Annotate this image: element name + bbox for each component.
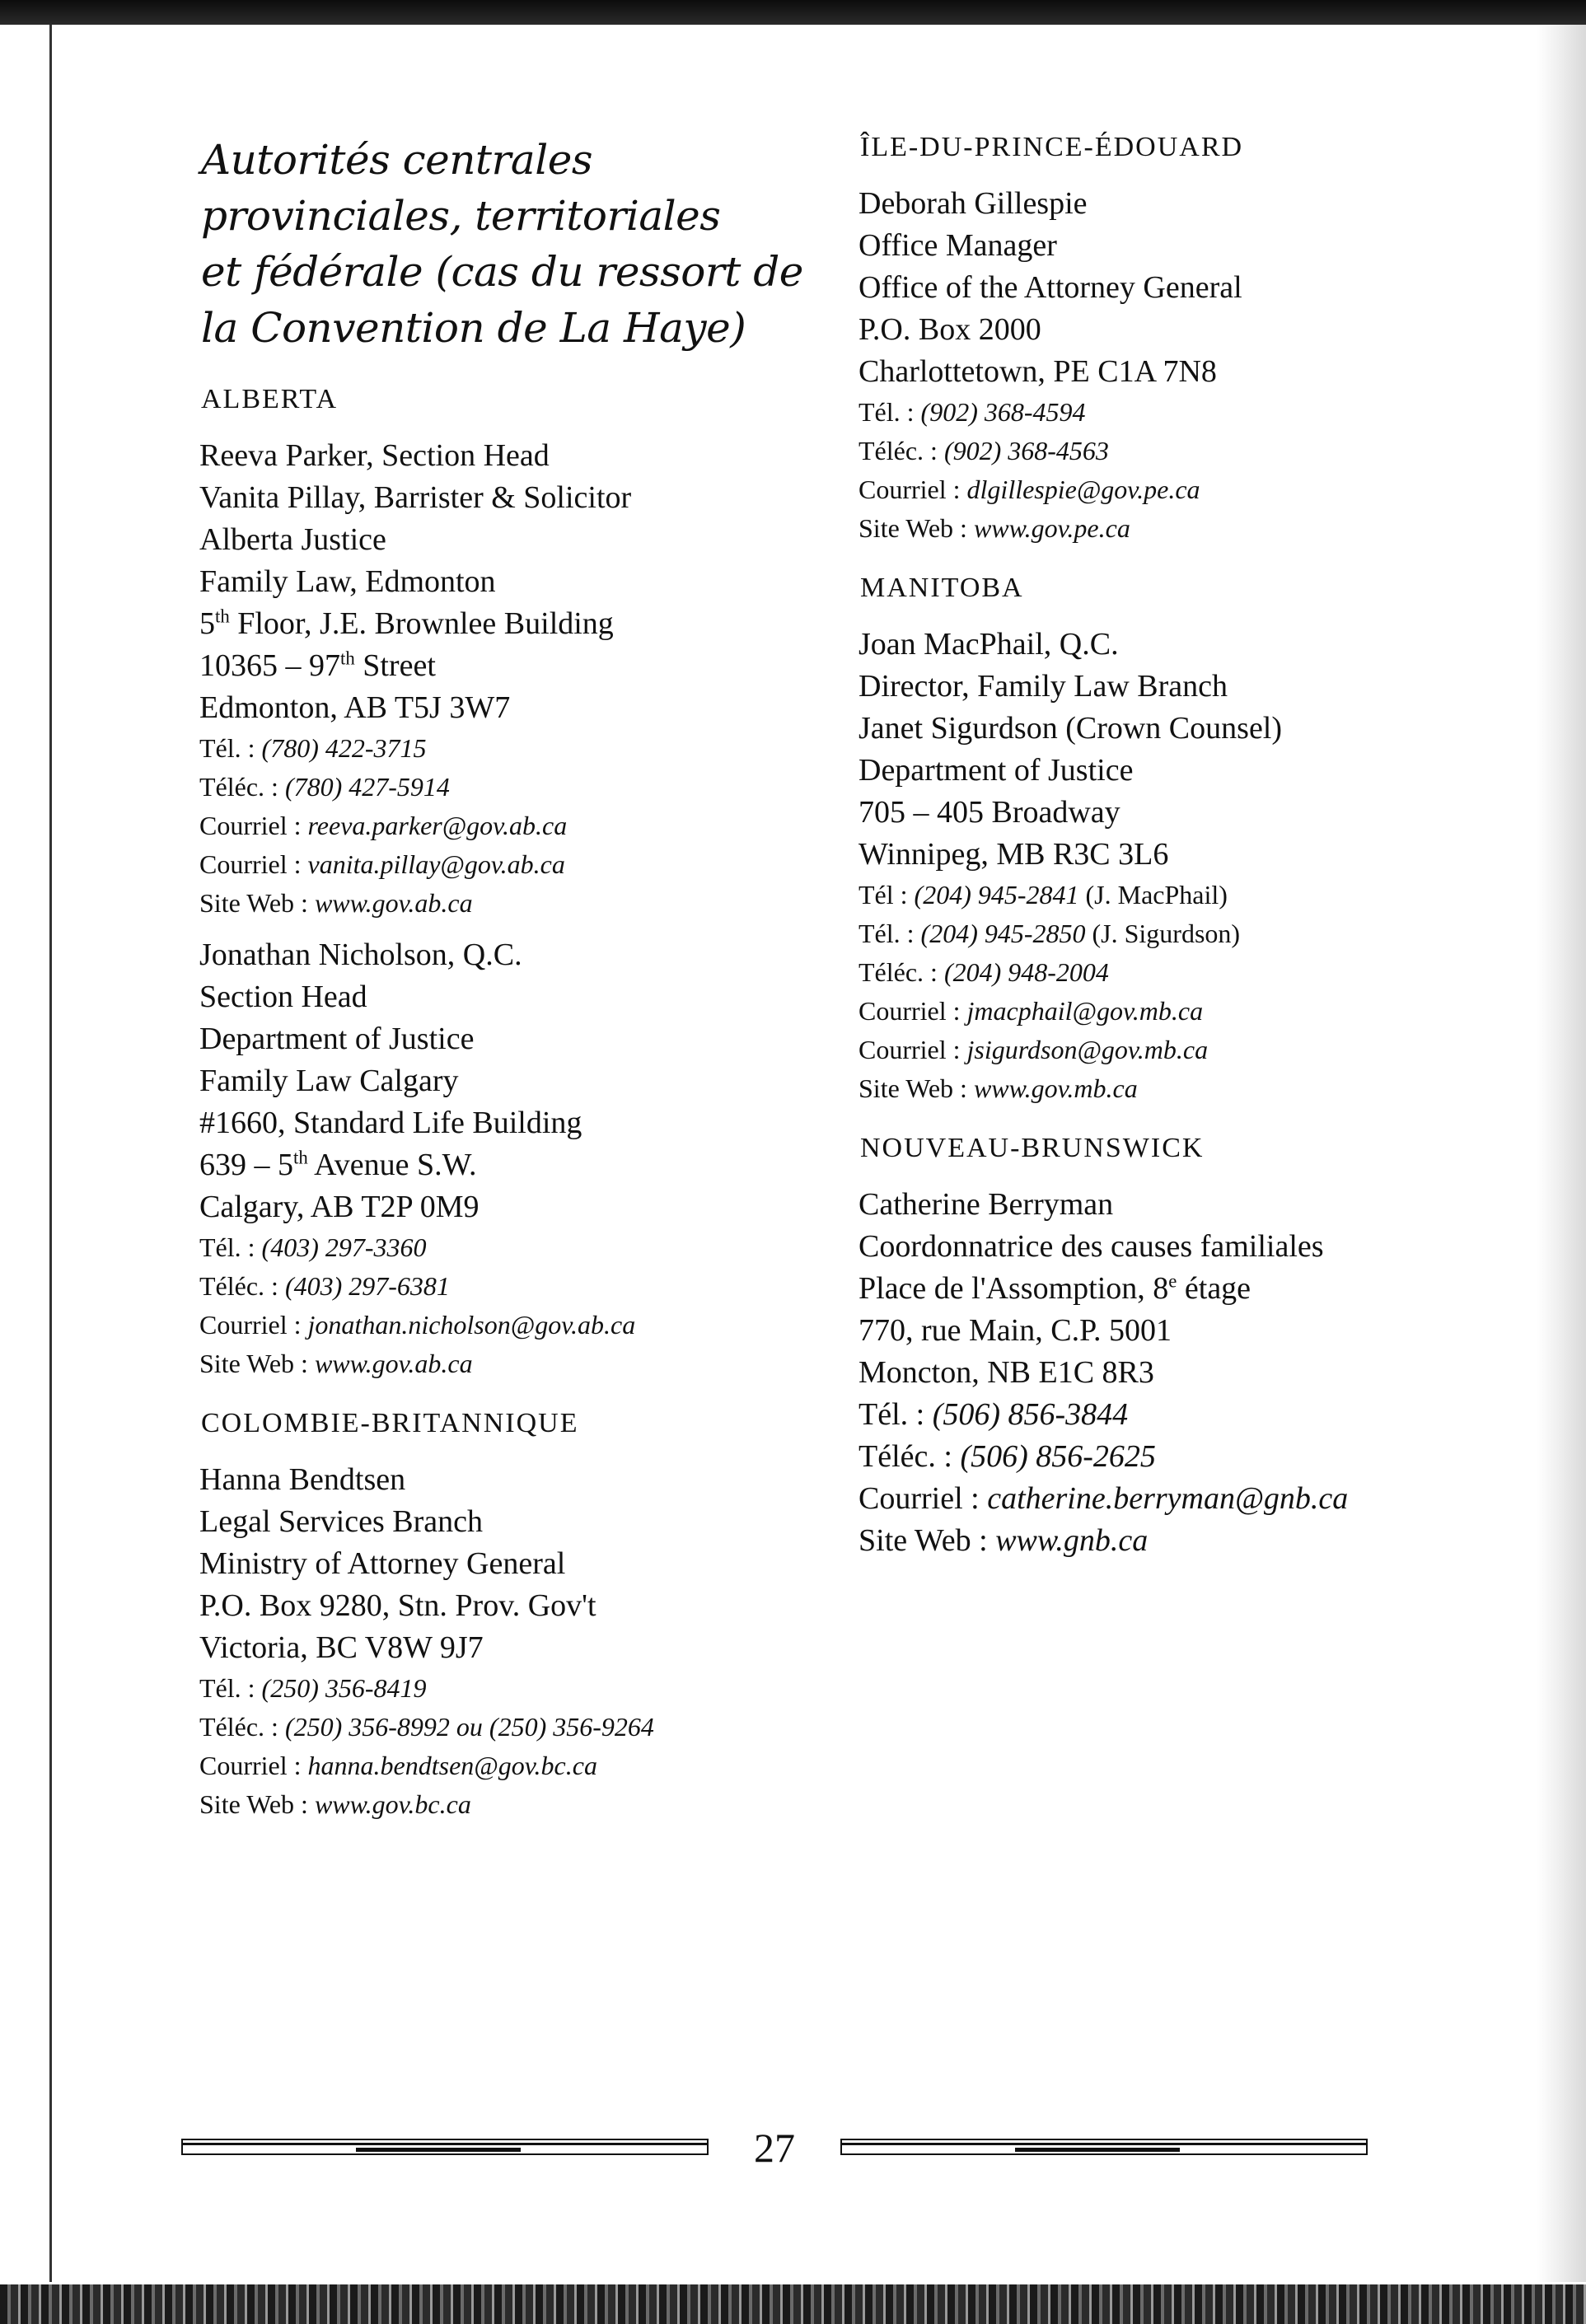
contact-line: Alberta Justice	[199, 522, 386, 557]
phone-label: Tél :	[858, 880, 915, 909]
phone-number: (250) 356-8419	[261, 1673, 427, 1703]
fax-label: Téléc. :	[199, 772, 285, 802]
contact-line: Section Head	[199, 980, 367, 1014]
text: Floor, J.E. Brownlee Building	[229, 606, 614, 641]
contact-line: Jonathan Nicholson, Q.C.	[199, 938, 522, 972]
email-label: Courriel :	[858, 475, 967, 504]
email-address: dlgillespie@gov.pe.ca	[966, 475, 1200, 504]
contact-block-bc	[199, 1459, 840, 1824]
title-line: et fédérale (cas du ressort de	[201, 248, 803, 296]
website-url: www.gov.ab.ca	[314, 888, 473, 918]
email-label: Courriel :	[199, 1310, 308, 1340]
address-line	[858, 1268, 1499, 1310]
fax-label: Téléc. :	[858, 436, 944, 465]
contact-block-manitoba	[858, 624, 1499, 1108]
scan-border-right	[1537, 25, 1586, 2282]
contact-line: Department of Justice	[199, 1022, 475, 1056]
fax-line	[858, 953, 1499, 992]
website-url: www.gnb.ca	[995, 1523, 1149, 1558]
text: 639 – 5	[199, 1148, 293, 1182]
fax-label: Téléc. :	[199, 1712, 285, 1742]
contact-line: Coordonnatrice des causes familiales	[858, 1229, 1324, 1264]
contact-line: Family Law, Edmonton	[199, 564, 496, 599]
text: Avenue S.W.	[307, 1148, 477, 1182]
email-label: Courriel :	[199, 811, 308, 840]
contact-line: Director, Family Law Branch	[858, 669, 1228, 704]
website-label: Site Web :	[858, 1523, 996, 1558]
fax-line	[858, 1436, 1499, 1478]
email-line	[199, 807, 840, 845]
superscript: e	[1168, 1270, 1177, 1292]
superscript: th	[340, 648, 355, 669]
email-address: catherine.berryman@gnb.ca	[987, 1481, 1349, 1516]
fax-number: (780) 427-5914	[284, 772, 450, 802]
contact-line: Deborah Gillespie	[858, 186, 1088, 221]
website-label: Site Web :	[858, 1073, 974, 1103]
title-line: provinciales, territoriales	[201, 192, 721, 240]
section-title-nb: NOUVEAU-BRUNSWICK	[860, 1133, 1205, 1163]
text: Street	[354, 648, 436, 683]
phone-note: (J. MacPhail)	[1078, 880, 1228, 909]
contact-line: Edmonton, AB T5J 3W7	[199, 690, 511, 725]
text: 5	[199, 606, 215, 641]
contact-line: P.O. Box 2000	[858, 312, 1041, 347]
contact-line: Janet Sigurdson (Crown Counsel)	[858, 711, 1283, 746]
title-line: la Convention de La Haye)	[201, 304, 746, 352]
fax-line	[199, 1267, 840, 1306]
section-title-manitoba: MANITOBA	[860, 573, 1024, 603]
contact-line: Family Law Calgary	[199, 1064, 459, 1098]
phone-line	[199, 1669, 840, 1708]
website-label: Site Web :	[199, 1349, 315, 1378]
scan-border-bottom	[0, 2284, 1586, 2324]
page-title	[201, 132, 840, 356]
fax-line	[199, 1708, 840, 1747]
website-line	[199, 1344, 840, 1383]
contact-line: Joan MacPhail, Q.C.	[858, 627, 1119, 662]
contact-block-alberta-edmonton	[199, 435, 840, 923]
fax-number: (902) 368-4563	[943, 436, 1109, 465]
contact-line: Office of the Attorney General	[858, 270, 1242, 305]
contact-line: Victoria, BC V8W 9J7	[199, 1630, 484, 1665]
phone-number: (506) 856-3844	[932, 1397, 1129, 1432]
phone-line	[858, 914, 1499, 953]
contact-line: 705 – 405 Broadway	[858, 795, 1120, 830]
phone-line	[199, 1228, 840, 1267]
email-address: jonathan.nicholson@gov.ab.ca	[307, 1310, 636, 1340]
text: 10365 – 97	[199, 648, 340, 683]
right-column	[849, 132, 1499, 1587]
phone-line	[858, 876, 1499, 914]
phone-line	[199, 729, 840, 768]
contact-line: Charlottetown, PE C1A 7N8	[858, 354, 1217, 389]
scan-border-top	[0, 0, 1586, 25]
binding-edge-line	[49, 25, 52, 2282]
website-label: Site Web :	[858, 513, 974, 543]
address-line	[199, 1144, 840, 1186]
website-line	[858, 509, 1499, 548]
page-number: 27	[754, 2125, 795, 2171]
section-title-alberta: ALBERTA	[201, 384, 339, 414]
email-address: vanita.pillay@gov.ab.ca	[307, 849, 565, 879]
address-line	[199, 645, 840, 687]
contact-line: 770, rue Main, C.P. 5001	[858, 1313, 1172, 1348]
section-manitoba	[849, 573, 1499, 1108]
email-line	[858, 470, 1499, 509]
phone-line	[858, 393, 1499, 432]
section-colombie-britannique	[189, 1408, 840, 1824]
phone-label: Tél. :	[858, 397, 921, 427]
email-line	[858, 1478, 1499, 1520]
phone-label: Tél. :	[858, 1397, 933, 1432]
phone-note: (J. Sigurdson)	[1085, 919, 1241, 948]
section-ile-du-prince-edouard	[849, 132, 1499, 548]
fax-number: (250) 356-8992 ou (250) 356-9264	[284, 1712, 654, 1742]
contact-line: Reeva Parker, Section Head	[199, 438, 550, 473]
contact-line: Calgary, AB T2P 0M9	[199, 1190, 480, 1224]
phone-label: Tél. :	[199, 1673, 262, 1703]
email-address: hanna.bendtsen@gov.bc.ca	[307, 1751, 597, 1780]
website-line	[858, 1520, 1499, 1562]
contact-line: #1660, Standard Life Building	[199, 1106, 582, 1140]
email-address: jsigurdson@gov.mb.ca	[966, 1035, 1209, 1064]
fax-label: Téléc. :	[858, 1439, 961, 1474]
phone-number: (204) 945-2841	[914, 880, 1079, 909]
contact-block-nb	[858, 1184, 1499, 1562]
contact-line: Moncton, NB E1C 8R3	[858, 1355, 1154, 1390]
fax-label: Téléc. :	[199, 1271, 285, 1301]
contact-line: Department of Justice	[858, 753, 1134, 788]
website-line	[199, 1785, 840, 1824]
email-label: Courriel :	[858, 1481, 988, 1516]
fax-number: (403) 297-6381	[284, 1271, 450, 1301]
contact-line: Legal Services Branch	[199, 1504, 483, 1539]
email-line	[199, 845, 840, 884]
phone-number: (403) 297-3360	[261, 1232, 427, 1262]
website-label: Site Web :	[199, 1789, 315, 1819]
fax-label: Téléc. :	[858, 957, 944, 987]
footer-rule-right	[840, 2139, 1368, 2155]
section-nouveau-brunswick	[849, 1133, 1499, 1562]
fax-line	[199, 768, 840, 807]
superscript: th	[215, 606, 230, 627]
email-label: Courriel :	[858, 1035, 967, 1064]
phone-line	[858, 1394, 1499, 1436]
email-address: reeva.parker@gov.ab.ca	[307, 811, 568, 840]
contact-line: Office Manager	[858, 228, 1057, 263]
contact-line: P.O. Box 9280, Stn. Prov. Gov't	[199, 1588, 597, 1623]
website-label: Site Web :	[199, 888, 315, 918]
email-label: Courriel :	[199, 1751, 308, 1780]
address-line	[199, 603, 840, 645]
website-url: www.gov.pe.ca	[973, 513, 1130, 543]
phone-number: (902) 368-4594	[920, 397, 1086, 427]
fax-line	[858, 432, 1499, 470]
email-line	[858, 1031, 1499, 1069]
text: étage	[1177, 1271, 1251, 1306]
page-footer	[173, 2125, 1351, 2171]
phone-number: (780) 422-3715	[261, 733, 427, 763]
website-line	[199, 884, 840, 923]
contact-line: Hanna Bendtsen	[199, 1462, 406, 1497]
email-label: Courriel :	[199, 849, 308, 879]
left-column	[189, 132, 840, 1849]
contact-line: Winnipeg, MB R3C 3L6	[858, 837, 1169, 872]
fax-number: (506) 856-2625	[960, 1439, 1156, 1474]
email-line	[199, 1747, 840, 1785]
title-line: Autorités centrales	[201, 136, 592, 184]
fax-number: (204) 948-2004	[943, 957, 1109, 987]
email-line	[199, 1306, 840, 1344]
email-line	[858, 992, 1499, 1031]
phone-number: (204) 945-2850	[920, 919, 1086, 948]
phone-label: Tél. :	[199, 1232, 262, 1262]
contact-block-pei	[858, 183, 1499, 548]
contact-block-alberta-calgary	[199, 934, 840, 1383]
contact-line: Vanita Pillay, Barrister & Solicitor	[199, 480, 632, 515]
website-url: www.gov.bc.ca	[314, 1789, 471, 1819]
email-address: jmacphail@gov.mb.ca	[966, 996, 1204, 1026]
phone-label: Tél. :	[199, 733, 262, 763]
phone-label: Tél. :	[858, 919, 921, 948]
website-url: www.gov.mb.ca	[973, 1073, 1138, 1103]
website-line	[858, 1069, 1499, 1108]
website-url: www.gov.ab.ca	[314, 1349, 473, 1378]
superscript: th	[293, 1147, 308, 1168]
text: Place de l'Assomption, 8	[858, 1271, 1169, 1306]
section-title-bc: COLOMBIE-BRITANNIQUE	[201, 1408, 579, 1438]
section-alberta	[189, 384, 840, 1383]
contact-line: Ministry of Attorney General	[199, 1546, 566, 1581]
section-title-pei: ÎLE-DU-PRINCE-ÉDOUARD	[860, 132, 1244, 162]
footer-rule-left	[181, 2139, 709, 2155]
email-label: Courriel :	[858, 996, 967, 1026]
contact-line: Catherine Berryman	[858, 1187, 1114, 1222]
